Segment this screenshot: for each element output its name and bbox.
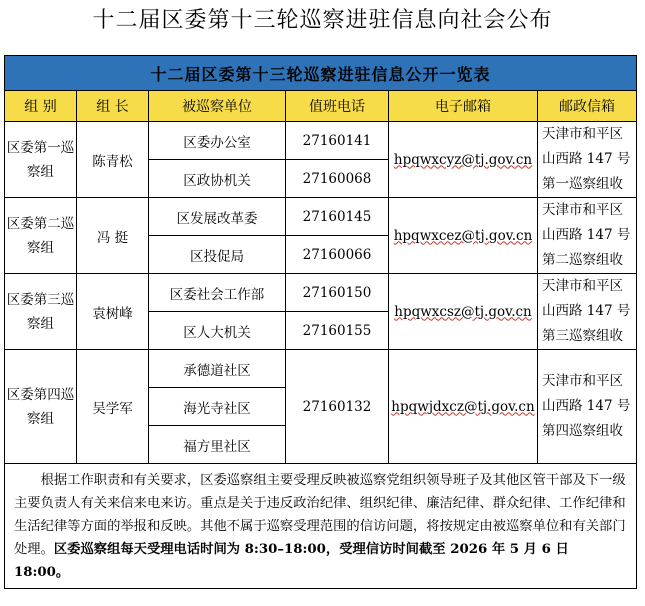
mailbox-address <box>538 350 637 464</box>
email-link[interactable]: hpqwjdxcz@tj.gov.cn <box>391 398 535 415</box>
inspected-unit: 区发展改革委 <box>149 198 286 236</box>
header-mailbox: 邮政信箱 <box>538 91 637 122</box>
mailbox-line: 山西路 147 号 <box>542 303 631 319</box>
email-link[interactable]: hpqwxcyz@tj.gov.cn <box>393 151 533 168</box>
header-leader: 组 长 <box>77 91 149 122</box>
table-row <box>5 274 637 312</box>
note-paragraph <box>5 464 637 589</box>
inspected-unit: 区人大机关 <box>149 312 286 350</box>
group-leader: 冯 挺 <box>77 198 149 274</box>
email-address[interactable] <box>389 198 538 274</box>
mailbox-line: 山西路 147 号 <box>542 398 631 414</box>
mailbox-line: 第四巡察组收 <box>542 423 623 439</box>
group-leader: 袁树峰 <box>77 274 149 350</box>
header-group: 组 别 <box>5 91 77 122</box>
duty-phone: 27160132 <box>286 350 389 464</box>
mailbox-line: 天津市和平区 <box>542 126 623 142</box>
mailbox-line: 第一巡察组收 <box>542 176 623 192</box>
group-name: 区委第一巡察组 <box>5 122 77 198</box>
duty-phone: 27160145 <box>286 198 389 236</box>
header-phone: 值班电话 <box>286 91 389 122</box>
table-row <box>5 350 637 388</box>
duty-phone: 27160068 <box>286 160 389 198</box>
mailbox-line: 天津市和平区 <box>542 202 623 218</box>
email-address[interactable] <box>389 122 538 198</box>
duty-phone: 27160155 <box>286 312 389 350</box>
group-name: 区委第四巡察组 <box>5 350 77 464</box>
page-title: 十二届区委第十三轮巡察进驻信息向社会公布 <box>92 8 553 33</box>
mailbox-line: 天津市和平区 <box>542 373 623 389</box>
header-email: 电子邮箱 <box>389 91 538 122</box>
group-name: 区委第二巡察组 <box>5 198 77 274</box>
mailbox-line: 第二巡察组收 <box>542 252 623 268</box>
inspected-unit: 区委办公室 <box>149 122 286 160</box>
table-row <box>5 198 637 236</box>
mailbox-line: 山西路 147 号 <box>542 151 631 167</box>
mailbox-address <box>538 274 637 350</box>
header-unit: 被巡察单位 <box>149 91 286 122</box>
email-address[interactable] <box>389 350 538 464</box>
inspected-unit: 承德道社区 <box>149 350 286 388</box>
group-name: 区委第三巡察组 <box>5 274 77 350</box>
mailbox-line: 山西路 147 号 <box>542 227 631 243</box>
group-leader: 陈青松 <box>77 122 149 198</box>
inspected-unit: 区委社会工作部 <box>149 274 286 312</box>
note-text: 根据工作职责和有关要求，区委巡察组主要受理反映被巡察党组织领导班子及其他区管干部及下一级主要负责人有关来信来电来访。重点是关于违反政治纪律、组织纪律、廉洁纪律、群众纪律、工作纪律和生活纪律等方面的举报和反映。其他不属于巡察受理范围的信访问题，将按规定由被巡察单位和有关部门处理。 <box>14 473 626 557</box>
inspection-info-table <box>4 55 637 589</box>
inspected-unit: 区投促局 <box>149 236 286 274</box>
table-header-row <box>5 91 637 122</box>
email-link[interactable]: hpqwxcez@tj.gov.cn <box>393 227 533 244</box>
inspected-unit: 海光寺社区 <box>149 388 286 426</box>
mailbox-line: 天津市和平区 <box>542 278 623 294</box>
inspected-unit: 福方里社区 <box>149 426 286 464</box>
duty-phone: 27160150 <box>286 274 389 312</box>
table-banner: 十二届区委第十三轮巡察进驻信息公开一览表 <box>5 56 637 91</box>
email-address[interactable] <box>389 274 538 350</box>
inspected-unit: 区政协机关 <box>149 160 286 198</box>
group-leader: 吴学军 <box>77 350 149 464</box>
note-row <box>5 464 637 589</box>
mailbox-line: 第三巡察组收 <box>542 328 623 344</box>
duty-phone: 27160141 <box>286 122 389 160</box>
mailbox-address <box>538 122 637 198</box>
duty-phone: 27160066 <box>286 236 389 274</box>
mailbox-address <box>538 198 637 274</box>
table-row <box>5 122 637 160</box>
email-link[interactable]: hpqwxcsz@tj.gov.cn <box>394 303 532 320</box>
note-bold-text: 区委巡察组每天受理电话时间为 8:30–18:00，受理信访时间截至 2026 年 5 月 6 日 18:00。 <box>14 542 569 580</box>
